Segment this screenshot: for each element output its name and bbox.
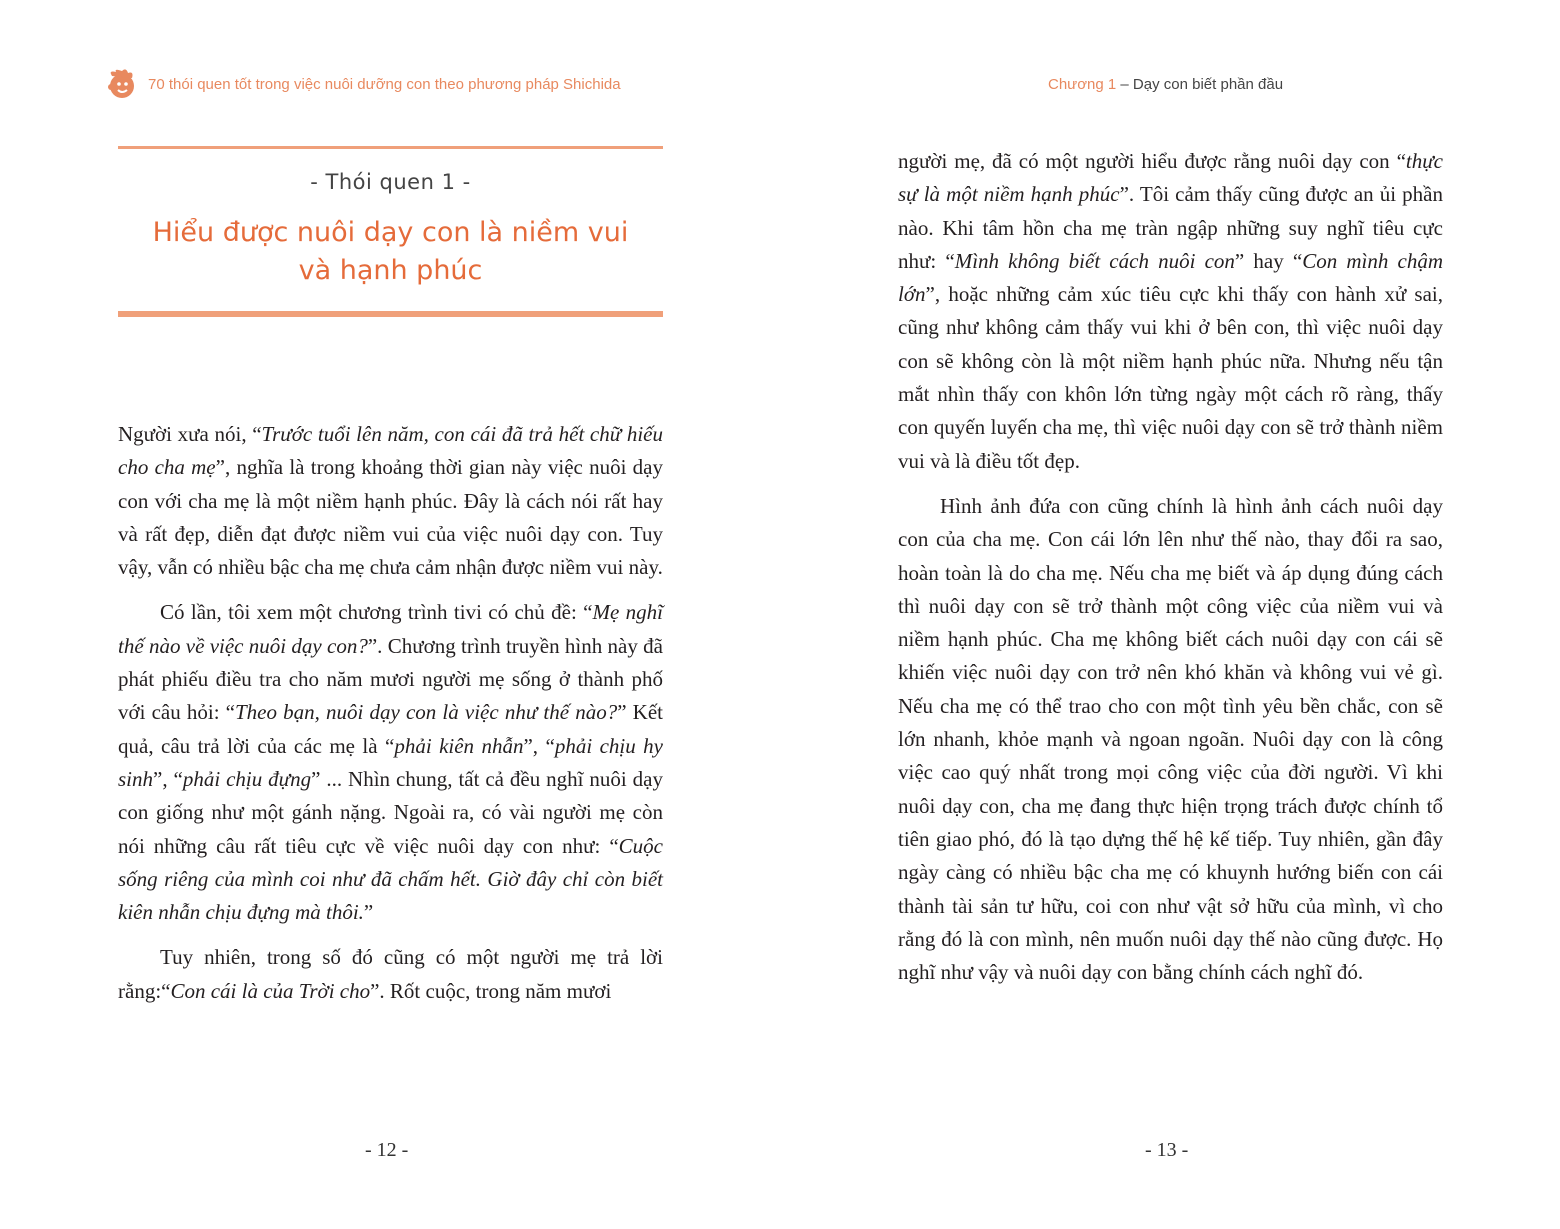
habit-title-line-2: và hạnh phúc (298, 255, 483, 286)
habit-number-label: - Thói quen 1 - (310, 170, 471, 194)
right-page (780, 0, 1560, 1229)
habit-title (118, 214, 663, 290)
left-body-text (118, 418, 663, 1020)
habit-title-block (118, 146, 663, 320)
paragraph: Người xưa nói, “Trước tuổi lên năm, con cái đã trả hết chữ hiếu cho cha mẹ”, nghĩa là trong khoảng thời gian này việc nuôi dạy con với cha mẹ là một niềm hạnh phúc. Đây là cách nói rất hay và rất đẹp, diễn đạt được niềm vui của việc nuôi dạy con. Tuy vậy, vẫn có nhiều bậc cha mẹ chưa cảm nhận được niềm vui này. (118, 422, 663, 580)
paragraph: Có lần, tôi xem một chương trình tivi có chủ đề: “Mẹ nghĩ thế nào về việc nuôi dạy con?”. Chương trình truyền hình này đã phát phiếu điều tra cho năm mươi người mẹ sống ở thành phố với câu hỏi: “Theo bạn, nuôi dạy con là việc như thế nào?” Kết quả, câu trả lời của các mẹ là “phải kiên nhẫn”, “phải chịu hy sinh”, “phải chịu đựng” ... Nhìn chung, tất cả đều nghĩ nuôi dạy con giống như một gánh nặng. Ngoài ra, có vài người mẹ còn nói những câu rất tiêu cực về việc nuôi dạy con như: “Cuộc sống riêng của mình coi như đã chấm hết. Giờ đây chỉ còn biết kiên nhẫn chịu đựng mà thôi.” (118, 600, 663, 925)
title-rule-bottom (118, 311, 663, 317)
title-rule-top (118, 146, 663, 149)
paragraph: người mẹ, đã có một người hiểu được rằng nuôi dạy con “thực sự là một niềm hạnh phúc”. Tôi cảm thấy cũng được an ủi phần nào. Khi tâm hồn cha mẹ tràn ngập những suy nghĩ tiêu cực như: “Mình không biết cách nuôi con” hay “Con mình chậm lớn”, hoặc những cảm xúc tiêu cực khi thấy con hành xử sai, cũng như không cảm thấy vui khi ở bên con, thì việc nuôi dạy con sẽ không còn là một niềm hạnh phúc nữa. Nhưng nếu tận mắt nhìn thấy con khôn lớn từng ngày một cách rõ ràng, thấy con quyến luyến cha mẹ, thì việc nuôi dạy con sẽ trở thành niềm vui và là điều tốt đẹp. (898, 149, 1444, 473)
right-body-text (898, 145, 1443, 1001)
habit-title-line-1: Hiểu được nuôi dạy con là niềm vui (152, 217, 629, 248)
child-face-icon (104, 68, 136, 102)
running-head-chapter (1048, 76, 1283, 93)
page-number: - 13 - (1145, 1139, 1189, 1161)
chapter-title: – Dạy con biết phần đầu (1116, 76, 1284, 93)
running-head-book-title: 70 thói quen tốt trong việc nuôi dưỡng con theo phương pháp Shichida (148, 76, 621, 93)
paragraph: Hình ảnh đứa con cũng chính là hình ảnh cách nuôi dạy con của cha mẹ. Con cái lớn lên như thế nào, thay đổi ra sao, hoàn toàn là do cha mẹ. Nếu cha mẹ biết và áp dụng đúng cách thì nuôi dạy con sẽ trở thành một công việc của niềm vui và niềm hạnh phúc. Cha mẹ không biết cách nuôi dạy con cái sẽ khiến việc nuôi dạy con trở nên khó khăn và không vui vẻ gì. Nếu cha mẹ có thể trao cho con một tình yêu bền chắc, con sẽ lớn nhanh, khỏe mạnh và ngoan ngoãn. Nuôi dạy con là công việc cao quý nhất trong mọi công việc của đời người. Vì khi nuôi dạy con, cha mẹ đang thực hiện trọng trách được chính tổ tiên giao phó, đó là tạo dựng thế hệ kế tiếp. Tuy nhiên, gần đây ngày càng có nhiều bậc cha mẹ có khuynh hướng biến con cái thành tài sản tư hữu, coi con như vật sở hữu của mình, vì cho rằng đó là con mình, nên muốn nuôi dạy thế nào cũng được. Họ nghĩ như vậy và nuôi dạy con bằng chính cách nghĩ đó. (898, 493, 1443, 985)
page-number: - 12 - (365, 1139, 409, 1161)
paragraph: Tuy nhiên, trong số đó cũng có một người mẹ trả lời rằng:“Con cái là của Trời cho”. Rốt cuộc, trong năm mươi (118, 945, 663, 1003)
chapter-number: Chương 1 (1048, 76, 1117, 93)
